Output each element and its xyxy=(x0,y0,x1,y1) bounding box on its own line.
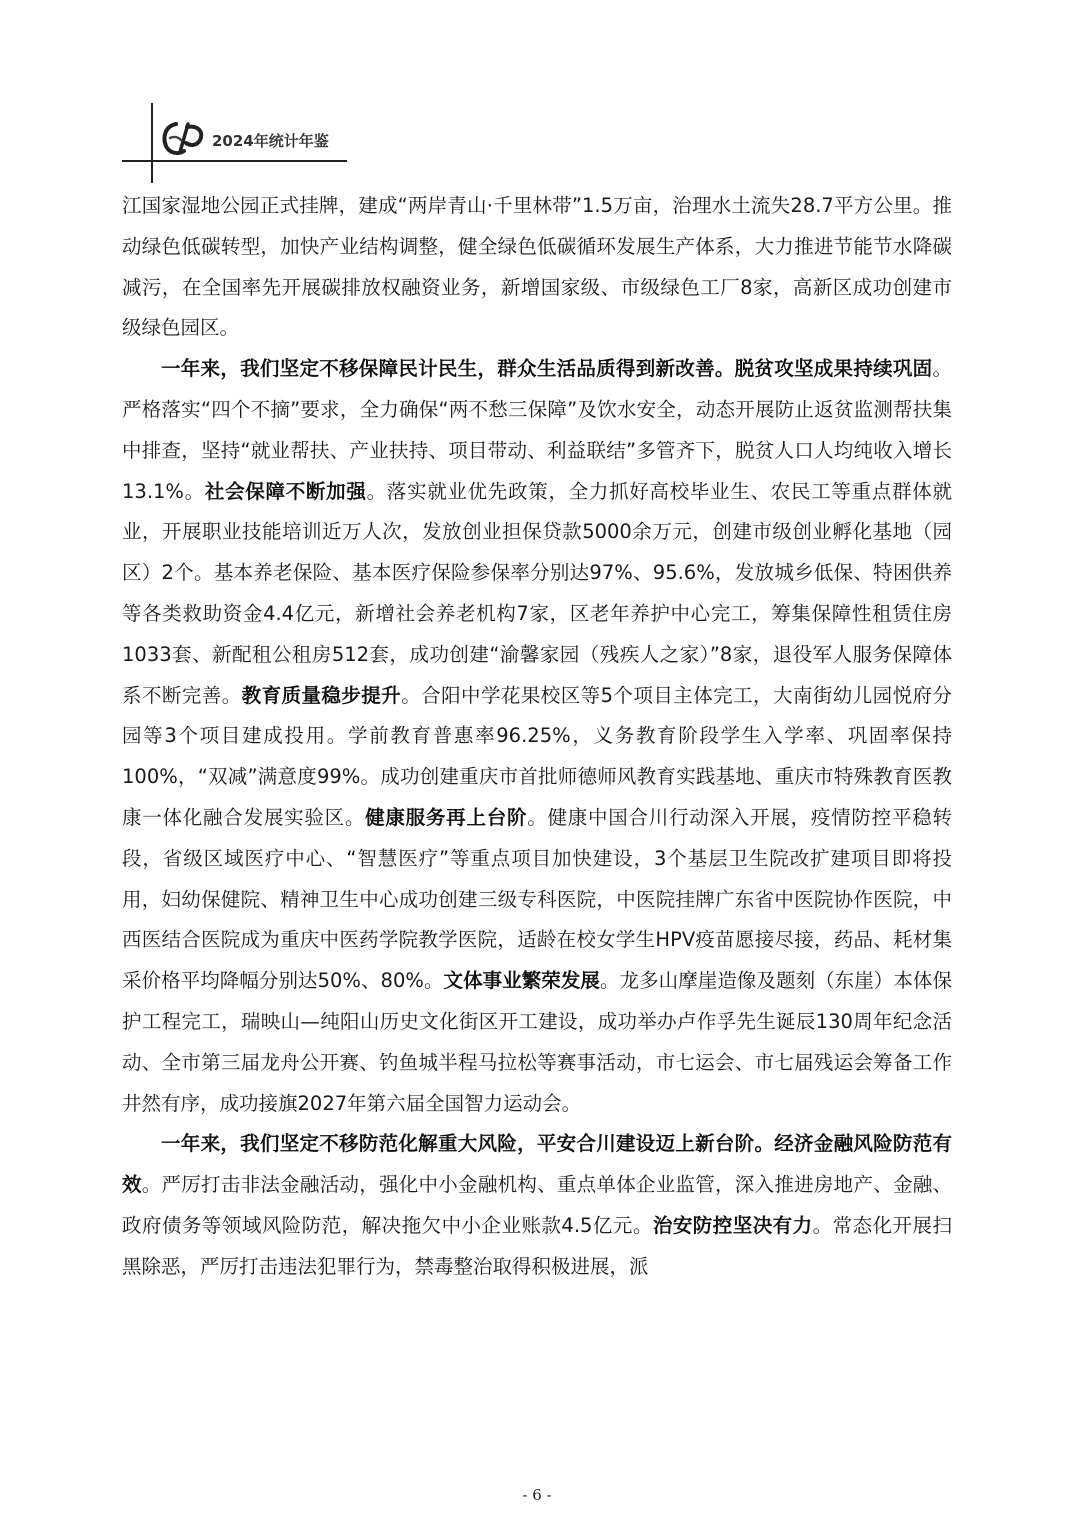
bold-heading-text: 经济金融风险防范有效 xyxy=(122,1132,952,1197)
yearbook-logo-icon xyxy=(160,118,208,158)
body-paragraph xyxy=(122,186,952,349)
bold-heading-text: 文体事业繁荣发展 xyxy=(443,969,600,993)
bold-heading-text: 治安防控坚决有力 xyxy=(652,1213,813,1237)
bold-heading-text: 一年来，我们坚定不移防范化解重大风险，平安合川建设迈上新台阶。 xyxy=(161,1132,775,1156)
paragraph-text: 。严厉打击非法金融活动，强化中小金融机构、重点单体企业监管，深入推进房地产、金融、政府债务等领域风险防范，解决拖欠中小企业账款4.5亿元。 xyxy=(122,1173,952,1237)
bold-heading-text: 一年来，我们坚定不移保障民计民生，群众生活品质得到新改善。 xyxy=(161,357,735,381)
bold-heading-text: 社会保障不断加强 xyxy=(204,479,367,503)
paragraph-text: 。合阳中学花果校区等5个项目主体完工，大南街幼儿园悦府分园等3个项目建成投用。学前教育普惠率96.25%，义务教育阶段学生入学率、巩固率保持100%，“双减”满意度99%。成功创建重庆市首批师德师风教育实践基地、重庆市特殊教育医教康一体化融合发展实验区。 xyxy=(122,683,952,829)
paragraph-text: 。严格落实“四个不摘”要求，全力确保“两不愁三保障”及饮水安全，动态开展防止返贫监测帮扶集中排查，坚持“就业帮扶、产业扶持、项目带动、利益联结”多管齐下，脱贫人口人均纯收入增长13.1%。 xyxy=(122,357,952,503)
document-body xyxy=(122,186,952,1288)
paragraph-text: 。常态化开展扫黑除恶，严厉打击违法犯罪行为，禁毒整治取得积极进展，派 xyxy=(122,1213,952,1278)
page-number: - 6 - xyxy=(522,1486,552,1504)
page-header xyxy=(0,0,1074,175)
paragraph-text: 。落实就业优先政策，全力抓好高校毕业生、农民工等重点群体就业，开展职业技能培训近万人次，发放创业担保贷款5000余万元，创建市级创业孵化基地（园区）2个。基本养老保险、基本医疗保险参保率分别达97%、95.6%，发放城乡低保、特困供养等各类救助资金4.4亿元，新增社会养老机构7家，区老年养护中心完工，筹集保障性租赁住房1033套、新配租公租房512套，成功创建“渝馨家园（残疾人之家）”8家，退役军人服务保障体系不断完善。 xyxy=(122,479,952,707)
body-paragraph xyxy=(122,1124,952,1287)
header-vertical-rule xyxy=(151,103,153,183)
bold-heading-text: 脱贫攻坚成果持续巩固 xyxy=(734,357,933,381)
header-horizontal-rule xyxy=(122,160,347,162)
paragraph-text: 。健康中国合川行动深入开展，疫情防控平稳转段，省级区域医疗中心、“智慧医疗”等重点项目加快建设，3个基层卫生院改扩建项目即将投用，妇幼保健院、精神卫生中心成功创建三级专科医院，中医院挂牌广东省中医院协作医院，中西医结合医院成为重庆中医药学院教学医院，适龄在校女学生HPV疫苗愿接尽接，药品、耗材集采价格平均降幅分别达50%、80%。 xyxy=(122,805,952,993)
bold-heading-text: 健康服务再上台阶 xyxy=(365,805,528,829)
paragraph-text: 。龙多山摩崖造像及题刻（东崖）本体保护工程完工，瑞映山—纯阳山历史文化街区开工建设，成功举办卢作孚先生诞辰130周年纪念活动、全市第三届龙舟公开赛、钓鱼城半程马拉松等赛事活动，市七运会、市七届残运会筹备工作井然有序，成功接旗2027年第六届全国智力运动会。 xyxy=(122,969,952,1115)
paragraph-text: 江国家湿地公园正式挂牌，建成“两岸青山·千里林带”1.5万亩，治理水土流失28.7平方公里。推动绿色低碳转型，加快产业结构调整，健全绿色低碳循环发展生产体系，大力推进节能节水降碳减污，在全国率先开展碳排放权融资业务，新增国家级、市级绿色工厂8家，高新区成功创建市级绿色园区。 xyxy=(122,194,952,340)
bold-heading-text: 教育质量稳步提升 xyxy=(241,683,402,707)
body-paragraph xyxy=(122,349,952,1124)
header-title: 2024年统计年鉴 xyxy=(212,132,329,150)
